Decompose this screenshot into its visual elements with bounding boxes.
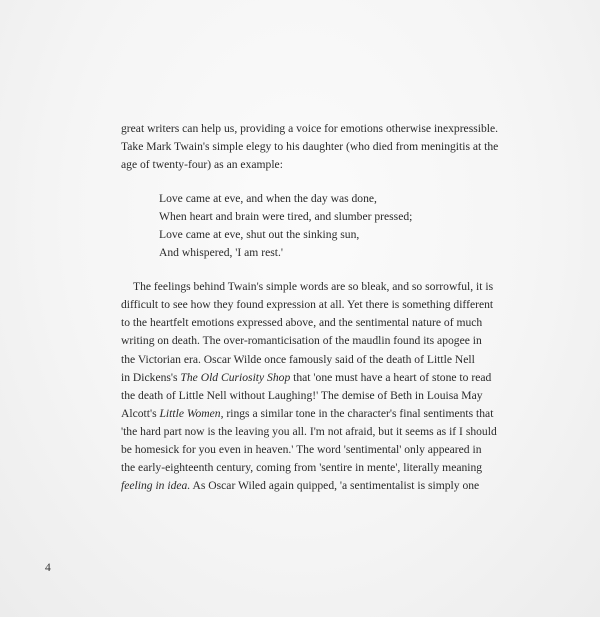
poem-line: Love came at eve, and when the day was done, [159, 192, 377, 206]
body-line: the early-eighteenth century, coming from 'sentire in mente', literally meaning [121, 460, 483, 474]
body-line: be homesick for you even in heaven.' The word 'sentimental' only appeared in [121, 442, 482, 456]
intro-line: Take Mark Twain's simple elegy to his daughter (who died from meningitis at the [121, 140, 499, 154]
body-line: The feelings behind Twain's simple words are so bleak, and so sorrowful, it is [133, 280, 494, 294]
body-line [121, 405, 511, 423]
phrase-italic: feeling in idea. [121, 478, 191, 492]
body-text: that 'one must have a heart of stone to read [290, 370, 492, 384]
poem-line: When heart and brain were tired, and slumber pressed; [159, 210, 413, 224]
poem-quote [159, 190, 511, 262]
body-text: rings a similar tone in the character's final sentiments that [223, 406, 494, 420]
book-title-italic: Little Women, [159, 406, 224, 420]
page-text [121, 120, 511, 495]
intro-paragraph [121, 120, 511, 174]
poem-line: Love came at eve, shut out the sinking sun, [159, 228, 360, 242]
page-number: 4 [45, 561, 51, 574]
body-text: in Dickens's [121, 370, 181, 384]
poem-line: And whispered, 'I am rest.' [159, 246, 283, 260]
body-line: the death of Little Nell without Laughing!' The demise of Beth in Louisa May [121, 388, 483, 402]
body-line: to the heartfelt emotions expressed above, and the sentimental nature of much [121, 316, 483, 330]
body-line [121, 477, 511, 495]
body-paragraph [121, 278, 511, 495]
body-text: Alcott's [121, 406, 160, 420]
body-line: difficult to see how they found expression at all. Yet there is something different [121, 298, 494, 312]
intro-line: age of twenty-four) as an example: [121, 158, 283, 172]
body-line [121, 369, 511, 387]
body-line: 'the hard part now is the leaving you all. I'm not afraid, but it seems as if I should [121, 424, 497, 438]
intro-line: great writers can help us, providing a voice for emotions otherwise inexpressible. [121, 122, 499, 135]
body-line: writing on death. The over-romanticisation of the maudlin found its apogee in [121, 334, 482, 348]
body-line: the Victorian era. Oscar Wilde once famously said of the death of Little Nell [121, 352, 475, 366]
body-text: As Oscar Wiled again quipped, 'a sentimentalist is simply one [190, 478, 480, 492]
book-title-italic: The Old Curiosity Shop [180, 370, 291, 384]
